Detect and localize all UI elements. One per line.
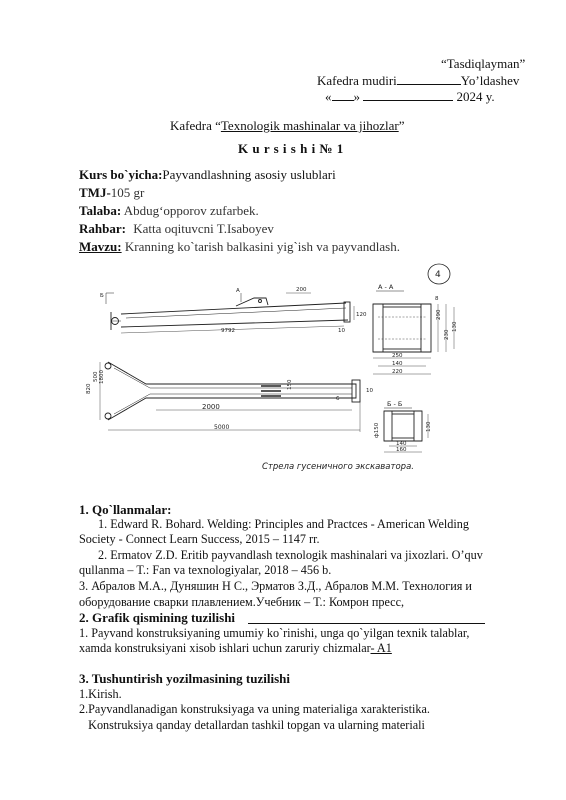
work-title: K u r s i s h i № 1 bbox=[238, 141, 344, 156]
department-line bbox=[170, 118, 404, 134]
date-close-quote: » bbox=[353, 89, 360, 104]
dim-290: 290 bbox=[436, 309, 442, 320]
dim-150: 150 bbox=[287, 379, 293, 390]
ref3-line1: 3. Абралов М.А., Дуняшин Н С., Эрматов З.Д., Абралов М.М. Технология и bbox=[79, 579, 472, 593]
department-prefix: Kafedra “ bbox=[170, 118, 221, 133]
approval-date-line bbox=[325, 88, 495, 105]
dim-160: 160 bbox=[396, 447, 407, 453]
day-blank bbox=[332, 88, 354, 101]
section3-title: 3. Tushuntirish yozilmasining tuzilishi bbox=[79, 671, 290, 686]
section-b-b bbox=[374, 400, 432, 453]
section2-underline bbox=[248, 623, 485, 624]
ref1-line2: Society - Connect Learn Success, 2015 – 1147 rr. bbox=[79, 532, 320, 546]
section-a-a bbox=[373, 283, 458, 375]
sheet-number: 4 bbox=[435, 270, 441, 280]
ref1-line1: 1. Edward R. Bohard. Welding: Principles and Practces - American Welding bbox=[98, 517, 469, 531]
label-b-top: Б bbox=[100, 293, 104, 299]
group-value: 105 gr bbox=[110, 185, 145, 200]
section3-item3: Konstruksiya qanday detallardan tashkil topgan va ularning materiali bbox=[79, 718, 425, 732]
dim-130-b: 130 bbox=[426, 421, 432, 432]
supervisor-value: Katta oqituvcni T.Isaboyev bbox=[133, 221, 274, 236]
section2-item-tag: - A1 bbox=[370, 641, 392, 655]
dim-230: 230 bbox=[444, 329, 450, 340]
ref2-line1: 2. Ermatov Z.D. Eritib payvandlash texnologik mashinalari va jixozlari. O’quv bbox=[98, 548, 483, 562]
dim-9792: 9792 bbox=[221, 328, 235, 334]
dim-200: 200 bbox=[296, 287, 307, 293]
topic-line bbox=[79, 239, 400, 255]
dim-1800: 1800 bbox=[99, 370, 105, 384]
dim-130-a: 130 bbox=[452, 321, 458, 332]
ref3-line2: оборудование сварки плавлением.Учебник – Т.: Комрон пресс, bbox=[79, 595, 405, 609]
approval-year: 2024 y. bbox=[456, 89, 495, 104]
dim-8-a: 8 bbox=[435, 296, 439, 302]
approval-title: “Tasdiqlayman” bbox=[441, 56, 526, 71]
dim-120-top: 120 bbox=[356, 312, 367, 318]
dim-10-side: 10 bbox=[366, 388, 373, 394]
section2-item-line2 bbox=[79, 641, 392, 656]
course-line bbox=[79, 167, 336, 183]
ref2-line2: qullanma – T.: Fan va texnologiyalar, 2018 – 456 b. bbox=[79, 563, 332, 577]
topic-label: Mavzu: bbox=[79, 239, 122, 254]
dim-500: 500 bbox=[93, 371, 99, 382]
dim-6: 6 bbox=[336, 396, 340, 402]
approval-head-name: Yo’ldashev bbox=[460, 73, 520, 88]
section2-item-line1: 1. Payvand konstruksiyaning umumiy ko`rinishi, unga qo`yilgan texnik talablar, bbox=[79, 626, 470, 640]
boom-top-view bbox=[100, 287, 367, 334]
supervisor-label: Rahbar: bbox=[79, 221, 126, 236]
section3-item2: 2.Payvandlanadigan konstruksiyaga va uning materialiga xarakteristika. bbox=[79, 702, 430, 716]
department-suffix: ” bbox=[398, 118, 405, 133]
course-label: Kurs bo`yicha: bbox=[79, 167, 163, 182]
topic-value: Kranning ko`tarish balkasini yig`ish va payvandlash. bbox=[124, 239, 400, 254]
group-line bbox=[79, 185, 144, 201]
dim-250: 250 bbox=[392, 353, 403, 359]
section1-title: 1. Qo`llanmalar: bbox=[79, 502, 172, 517]
technical-drawing bbox=[86, 262, 486, 484]
dim-220: 220 bbox=[392, 369, 403, 375]
section3-item1: 1.Kirish. bbox=[79, 687, 122, 701]
dim-2000: 2000 bbox=[202, 403, 220, 411]
student-line bbox=[79, 203, 259, 219]
group-label: TMJ- bbox=[79, 185, 111, 200]
label-a-top: А bbox=[236, 288, 240, 294]
section-bb-label: Б - Б bbox=[387, 400, 403, 408]
dim-140-b: 140 bbox=[396, 441, 407, 447]
student-value: Abdug‘opporov zufarbek. bbox=[123, 203, 259, 218]
boom-side-view bbox=[86, 362, 373, 432]
date-open-quote: « bbox=[325, 89, 332, 104]
dim-10-top: 10 bbox=[338, 328, 345, 334]
course-value: Payvandlashning asosiy uslublari bbox=[162, 167, 336, 182]
dim-140-a: 140 bbox=[392, 361, 403, 367]
approval-head-label: Kafedra mudiri bbox=[317, 73, 397, 88]
dim-820: 820 bbox=[86, 383, 92, 394]
dim-phi150: ф150 bbox=[374, 422, 380, 438]
month-blank bbox=[363, 88, 453, 101]
supervisor-line bbox=[79, 221, 274, 237]
dim-5000: 5000 bbox=[214, 424, 230, 431]
student-label: Talaba: bbox=[79, 203, 122, 218]
section-aa-label: А - А bbox=[378, 283, 394, 291]
approval-head-line bbox=[317, 72, 519, 89]
drawing-caption: Стрела гусеничного экскаватора. bbox=[262, 462, 414, 472]
department-name: Texnologik mashinalar va jihozlar bbox=[220, 118, 399, 133]
section2-item-text: xamda konstruksiyani xisob ishlari uchun zaruriy chizmalar bbox=[79, 641, 371, 655]
section2-title: 2. Grafik qismining tuzilishi bbox=[79, 610, 236, 625]
signature-line bbox=[397, 72, 461, 85]
